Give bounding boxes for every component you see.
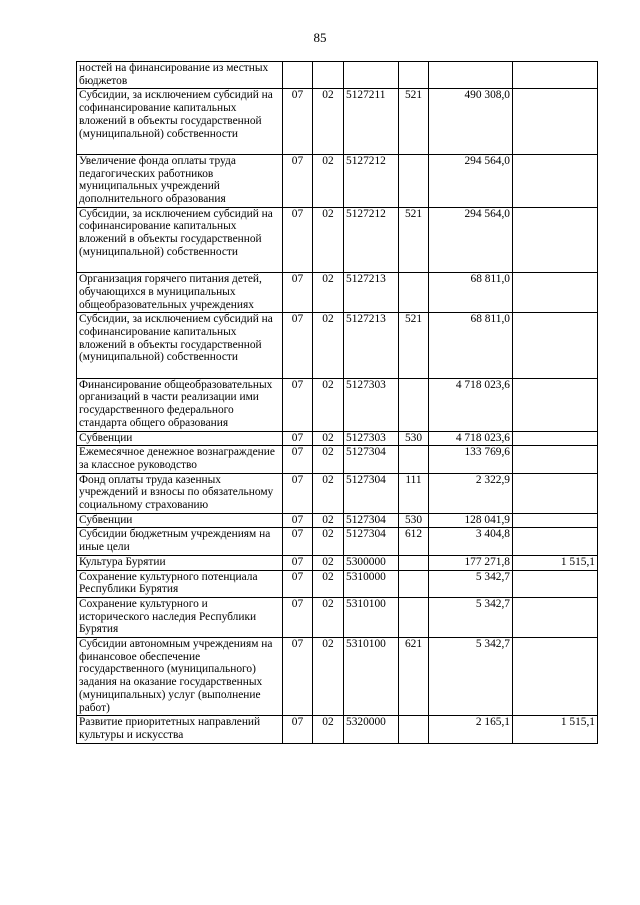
subsection-code-cell: 02 (313, 273, 344, 313)
amount-cell: 294 564,0 (429, 154, 513, 207)
target-article-cell: 5310100 (344, 597, 399, 637)
expense-type-cell (399, 378, 429, 431)
expense-type-cell: 530 (399, 513, 429, 528)
item-name-cell: Фонд оплаты труда казенных учреждений и взносы по обязательному социальному страхованию (77, 473, 283, 513)
amount-cell: 5 342,7 (429, 638, 513, 716)
subsection-code-cell: 02 (313, 716, 344, 743)
amount-federal-cell (513, 154, 598, 207)
table-row (77, 513, 598, 528)
table-row (77, 597, 598, 637)
amount-cell: 2 165,1 (429, 716, 513, 743)
section-code-cell: 07 (283, 638, 313, 716)
section-code-cell: 07 (283, 313, 313, 379)
amount-federal-cell (513, 570, 598, 597)
amount-cell: 3 404,8 (429, 528, 513, 555)
subsection-code-cell: 02 (313, 154, 344, 207)
amount-federal-cell (513, 207, 598, 273)
table-row (77, 570, 598, 597)
section-code-cell: 07 (283, 513, 313, 528)
expense-type-cell (399, 716, 429, 743)
section-code-cell: 07 (283, 570, 313, 597)
expense-type-cell (399, 446, 429, 473)
section-code-cell: 07 (283, 378, 313, 431)
expense-type-cell: 521 (399, 313, 429, 379)
section-code-cell: 07 (283, 154, 313, 207)
amount-cell: 294 564,0 (429, 207, 513, 273)
table-row (77, 446, 598, 473)
budget-table-body (77, 62, 598, 744)
item-name-cell: Финансирование общеобразовательных организаций в части реализации ими государственного федерального стандарта общего образования (77, 378, 283, 431)
table-row (77, 638, 598, 716)
amount-federal-cell: 1 515,1 (513, 716, 598, 743)
target-article-cell: 5127213 (344, 273, 399, 313)
expense-type-cell (399, 570, 429, 597)
table-row (77, 716, 598, 743)
table-row (77, 313, 598, 379)
item-name-cell: Культура Бурятии (77, 555, 283, 570)
expense-type-cell: 612 (399, 528, 429, 555)
amount-cell: 2 322,9 (429, 473, 513, 513)
amount-federal-cell (513, 62, 598, 89)
table-row (77, 62, 598, 89)
item-name-cell: Субсидии, за исключением субсидий на софинансирование капитальных вложений в объекты государственной (муниципальной) собственности (77, 89, 283, 155)
table-row (77, 378, 598, 431)
amount-cell: 68 811,0 (429, 273, 513, 313)
item-name-cell: Организация горячего питания детей, обучающихся в муниципальных общеобразовательных учреждениях (77, 273, 283, 313)
table-row (77, 431, 598, 446)
expense-type-cell (399, 555, 429, 570)
item-name-cell: Субвенции (77, 431, 283, 446)
amount-cell: 490 308,0 (429, 89, 513, 155)
expense-type-cell (399, 273, 429, 313)
amount-cell: 4 718 023,6 (429, 431, 513, 446)
target-article-cell: 5127211 (344, 89, 399, 155)
expense-type-cell: 521 (399, 207, 429, 273)
subsection-code-cell: 02 (313, 528, 344, 555)
section-code-cell: 07 (283, 473, 313, 513)
section-code-cell: 07 (283, 597, 313, 637)
amount-cell: 4 718 023,6 (429, 378, 513, 431)
section-code-cell: 07 (283, 431, 313, 446)
item-name-cell: ностей на финансирование из местных бюджетов (77, 62, 283, 89)
item-name-cell: Развитие приоритетных направлений культуры и искусства (77, 716, 283, 743)
amount-federal-cell (513, 638, 598, 716)
expense-type-cell (399, 154, 429, 207)
subsection-code-cell: 02 (313, 313, 344, 379)
amount-cell: 177 271,8 (429, 555, 513, 570)
expense-type-cell: 530 (399, 431, 429, 446)
amount-cell: 5 342,7 (429, 597, 513, 637)
table-row (77, 273, 598, 313)
item-name-cell: Субсидии, за исключением субсидий на софинансирование капитальных вложений в объекты государственной (муниципальной) собственности (77, 207, 283, 273)
target-article-cell: 5127304 (344, 446, 399, 473)
amount-cell: 133 769,6 (429, 446, 513, 473)
target-article-cell: 5127303 (344, 431, 399, 446)
subsection-code-cell: 02 (313, 431, 344, 446)
item-name-cell: Сохранение культурного и исторического наследия Республики Бурятия (77, 597, 283, 637)
expense-type-cell: 621 (399, 638, 429, 716)
section-code-cell: 07 (283, 89, 313, 155)
target-article-cell: 5300000 (344, 555, 399, 570)
section-code-cell (283, 62, 313, 89)
target-article-cell: 5127304 (344, 513, 399, 528)
section-code-cell: 07 (283, 207, 313, 273)
amount-federal-cell (513, 431, 598, 446)
item-name-cell: Сохранение культурного потенциала Республики Бурятия (77, 570, 283, 597)
subsection-code-cell: 02 (313, 473, 344, 513)
amount-federal-cell (513, 528, 598, 555)
target-article-cell: 5320000 (344, 716, 399, 743)
section-code-cell: 07 (283, 555, 313, 570)
amount-federal-cell (513, 89, 598, 155)
target-article-cell: 5127304 (344, 528, 399, 555)
target-article-cell: 5127303 (344, 378, 399, 431)
section-code-cell: 07 (283, 716, 313, 743)
item-name-cell: Увеличение фонда оплаты труда педагогических работников муниципальных учреждений дополнительного образования (77, 154, 283, 207)
amount-cell: 128 041,9 (429, 513, 513, 528)
table-row (77, 555, 598, 570)
subsection-code-cell: 02 (313, 207, 344, 273)
amount-federal-cell (513, 597, 598, 637)
subsection-code-cell: 02 (313, 513, 344, 528)
amount-cell (429, 62, 513, 89)
item-name-cell: Ежемесячное денежное вознаграждение за классное руководство (77, 446, 283, 473)
amount-cell: 68 811,0 (429, 313, 513, 379)
table-row (77, 528, 598, 555)
expense-type-cell: 521 (399, 89, 429, 155)
amount-federal-cell (513, 446, 598, 473)
budget-table (76, 61, 598, 744)
page-number: 85 (313, 30, 327, 45)
amount-federal-cell (513, 378, 598, 431)
item-name-cell: Субсидии автономным учреждениям на финансовое обеспечение государственного (муниципального) задания на оказание государственных (муниципальных) услуг (выполнение работ) (77, 638, 283, 716)
subsection-code-cell: 02 (313, 555, 344, 570)
subsection-code-cell: 02 (313, 89, 344, 155)
expense-type-cell: 111 (399, 473, 429, 513)
table-row (77, 473, 598, 513)
table-row (77, 89, 598, 155)
item-name-cell: Субсидии бюджетным учреждениям на иные цели (77, 528, 283, 555)
target-article-cell (344, 62, 399, 89)
subsection-code-cell: 02 (313, 597, 344, 637)
amount-federal-cell (513, 313, 598, 379)
table-row (77, 207, 598, 273)
target-article-cell: 5127212 (344, 154, 399, 207)
amount-federal-cell (513, 513, 598, 528)
target-article-cell: 5310000 (344, 570, 399, 597)
amount-cell: 5 342,7 (429, 570, 513, 597)
item-name-cell: Субсидии, за исключением субсидий на софинансирование капитальных вложений в объекты государственной (муниципальной) собственности (77, 313, 283, 379)
subsection-code-cell (313, 62, 344, 89)
item-name-cell: Субвенции (77, 513, 283, 528)
expense-type-cell (399, 597, 429, 637)
amount-federal-cell (513, 473, 598, 513)
subsection-code-cell: 02 (313, 570, 344, 597)
subsection-code-cell: 02 (313, 378, 344, 431)
section-code-cell: 07 (283, 446, 313, 473)
section-code-cell: 07 (283, 273, 313, 313)
target-article-cell: 5127213 (344, 313, 399, 379)
amount-federal-cell: 1 515,1 (513, 555, 598, 570)
table-row (77, 154, 598, 207)
section-code-cell: 07 (283, 528, 313, 555)
target-article-cell: 5127212 (344, 207, 399, 273)
subsection-code-cell: 02 (313, 446, 344, 473)
target-article-cell: 5310100 (344, 638, 399, 716)
amount-federal-cell (513, 273, 598, 313)
expense-type-cell (399, 62, 429, 89)
subsection-code-cell: 02 (313, 638, 344, 716)
target-article-cell: 5127304 (344, 473, 399, 513)
